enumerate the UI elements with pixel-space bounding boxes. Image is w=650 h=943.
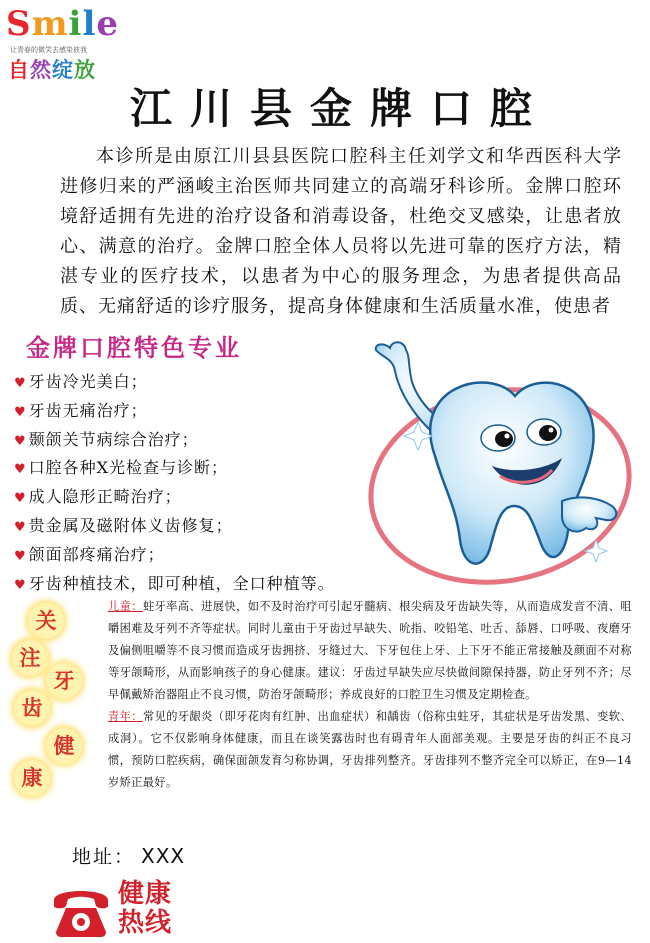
specialty-title: 金牌口腔特色专业 bbox=[26, 333, 242, 362]
list-item: ♥ 颞颌关节病综合治疗； bbox=[14, 429, 199, 449]
address-value: XXX bbox=[141, 844, 186, 868]
health-heading-char: 牙 bbox=[46, 663, 82, 699]
health-heading-char: 康 bbox=[14, 760, 50, 796]
list-item: ♥ 口腔各种X光检查与诊断； bbox=[14, 458, 229, 478]
youth-label: 青年： bbox=[108, 710, 143, 723]
address-label: 地址： bbox=[72, 846, 136, 868]
heart-icon: ♥ bbox=[14, 577, 27, 593]
list-item: ♥ 牙齿冷光美白； bbox=[14, 372, 148, 391]
heart-icon: ♥ bbox=[14, 462, 27, 478]
children-label: 儿童： bbox=[108, 600, 143, 613]
heart-icon: ♥ bbox=[14, 491, 27, 507]
list-item: ♥ 牙齿种植技术，即可种植，全口种植等。 bbox=[14, 573, 335, 593]
health-heading-char: 齿 bbox=[14, 690, 50, 726]
health-heading-char: 注 bbox=[12, 640, 48, 676]
page-title: 江川县金牌口腔 bbox=[129, 84, 550, 133]
health-heading-char: 健 bbox=[46, 728, 82, 764]
list-item: ♥ 贵金属及磁附体义齿修复； bbox=[14, 515, 233, 535]
heart-icon: ♥ bbox=[14, 433, 27, 449]
health-heading-char: 关 bbox=[28, 603, 64, 639]
heart-icon: ♥ bbox=[14, 548, 27, 564]
logo-tagline: 让青春的微笑去感染彼我 bbox=[10, 46, 87, 54]
list-item: ♥ 牙齿无痛治疗； bbox=[14, 400, 148, 420]
heart-icon: ♥ bbox=[14, 404, 27, 420]
youth-paragraph: 青年：常见的牙龈炎（即牙花肉有红肿、出血症状）和龋齿（俗称虫蛀牙，其症状是牙齿发黑、变软、成洞）。它不仅影响身体健康，而且在谈笑露齿时也有碍青年人面部美观。主要是牙齿的纠正不良习惯，预防口腔疾病，确保面颌发育匀称协调，牙齿排列整齐。牙齿排列不整齐完全可以矫正，在9—14岁矫正最好。 bbox=[108, 710, 632, 789]
intro-paragraph: 本诊所是由原江川县县医院口腔科主任刘学文和华西医科大学进修归来的严涵峻主治医师共同建立的高端牙科诊所。金牌口腔环境舒适拥有先进的治疗设备和消毒设备，杜绝交叉感染，让患者放心、满意的治疗。金牌口腔全体人员将以先进可靠的医疗方法，精湛专业的医疗技术，以患者为中心的服务理念，为患者提供高品质、无痛舒适的诊疗服务，提高身体健康和生活质量水准，使患者 bbox=[60, 146, 622, 317]
telephone-icon bbox=[50, 882, 112, 938]
list-item: ♥ 成人隐形正畸治疗； bbox=[14, 487, 182, 507]
children-paragraph: 儿童：蛀牙率高、进展快，如不及时治疗可引起牙髓病、根尖病及牙齿缺失等，从而造成发音不清、咀嚼困难及牙列不齐等症状。同时儿童由于牙齿过早缺失、吮指、咬铅笔、吐舌、舔唇、口呼吸、夜磨牙及偏侧咀嚼等不良习惯而造成牙齿拥挤、牙缝过大、下牙包住上牙、上下牙不能正常接触及颜面不对称等牙颌畸形，从而影响孩子的身心健康。建议：牙齿过早缺失应尽快做间隙保持器，防止牙列不齐；尽早佩戴矫治器阻止不良习惯，防治牙颌畸形；养成良好的口腔卫生习惯及定期检查。 bbox=[108, 600, 632, 701]
list-item: ♥ 颌面部疼痛治疗； bbox=[14, 544, 165, 564]
hotline-label: 健康 热线 bbox=[118, 879, 173, 938]
clinic-logo bbox=[6, 4, 118, 80]
heart-icon: ♥ bbox=[14, 376, 27, 391]
logo-slogan: 自然绽放 bbox=[8, 58, 96, 82]
tooth-mascot-icon bbox=[300, 326, 640, 586]
address bbox=[72, 842, 185, 869]
health-advice bbox=[96, 596, 632, 794]
logo-word: Smile bbox=[6, 4, 120, 44]
heart-icon: ♥ bbox=[14, 519, 27, 535]
